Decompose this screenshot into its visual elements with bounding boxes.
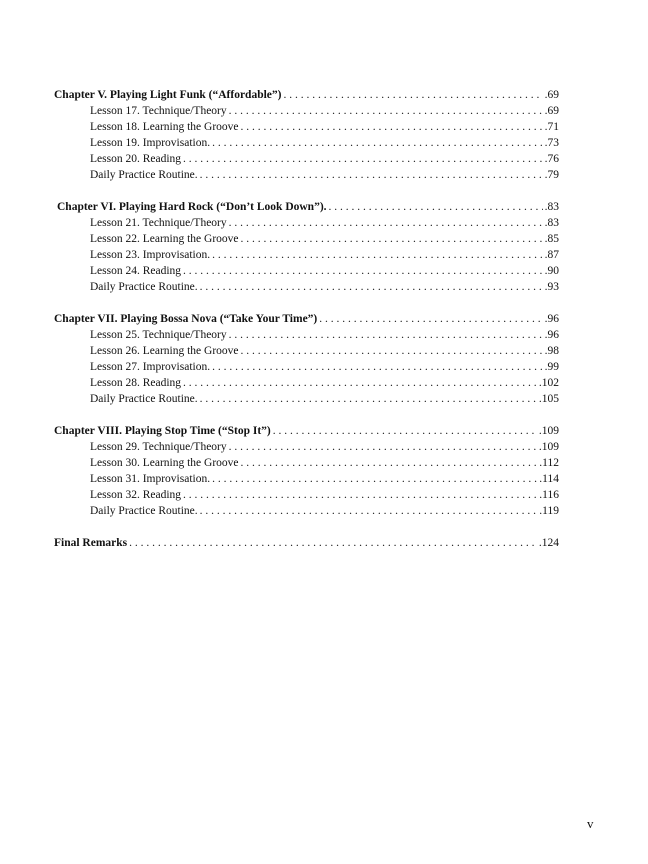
- dot-leader: [183, 263, 543, 279]
- lesson-title: Daily Practice Routine.: [90, 393, 198, 405]
- chapter-heading: [54, 199, 559, 215]
- lesson-entry: [54, 359, 559, 375]
- lesson-title: Lesson 24. Reading: [90, 265, 182, 277]
- lesson-entry: [54, 231, 559, 247]
- lesson-entry: [54, 455, 559, 471]
- lesson-title: Lesson 32. Reading: [90, 489, 182, 501]
- lesson-title: Daily Practice Routine.: [90, 505, 198, 517]
- lesson-entry: [54, 119, 559, 135]
- lesson-title: Daily Practice Routine.: [90, 281, 198, 293]
- lesson-title: Lesson 26. Learning the Groove: [90, 345, 239, 357]
- lesson-entry: [54, 487, 559, 503]
- chapter-section: [54, 311, 559, 407]
- lesson-entry: [54, 215, 559, 231]
- lesson-page: .96: [544, 329, 559, 341]
- dot-leader: [183, 151, 543, 167]
- lesson-entry: [54, 151, 559, 167]
- dot-leader: [273, 423, 537, 439]
- lesson-page: .98: [544, 345, 559, 357]
- lesson-entry: [54, 343, 559, 359]
- dot-leader: [183, 375, 537, 391]
- dot-leader: [229, 327, 543, 343]
- final-remarks-page: .124: [538, 537, 559, 549]
- lesson-entry: [54, 439, 559, 455]
- lesson-entry: [54, 503, 559, 519]
- lesson-title: Lesson 31. Improvisation.: [90, 473, 211, 485]
- dot-leader: [229, 215, 543, 231]
- lesson-entry: [54, 247, 559, 263]
- lesson-page: .102: [538, 377, 559, 389]
- lesson-title: Lesson 17. Technique/Theory: [90, 105, 227, 117]
- dot-leader: [129, 535, 537, 551]
- lesson-page: .73: [544, 137, 559, 149]
- lesson-title: Daily Practice Routine.: [90, 169, 198, 181]
- lesson-title: Lesson 30. Learning the Groove: [90, 457, 239, 469]
- lesson-entry: [54, 391, 559, 407]
- chapter-section: [54, 423, 559, 519]
- chapter-section: [54, 87, 559, 183]
- lesson-page: .93: [544, 281, 559, 293]
- dot-leader: [200, 391, 537, 407]
- final-remarks-title: Final Remarks: [54, 537, 128, 549]
- chapter-title: Chapter VII. Playing Bossa Nova (“Take Your Time”): [54, 313, 318, 325]
- dot-leader: [241, 343, 543, 359]
- dot-leader: [319, 311, 542, 327]
- lesson-entry: [54, 327, 559, 343]
- chapter-heading: [54, 423, 559, 439]
- dot-leader: [229, 439, 537, 455]
- lesson-page: .90: [544, 265, 559, 277]
- lesson-page: .87: [544, 249, 559, 261]
- lesson-page: .114: [539, 473, 559, 485]
- lesson-title: Lesson 18. Learning the Groove: [90, 121, 239, 133]
- lesson-entry: [54, 103, 559, 119]
- lesson-page: .71: [544, 121, 559, 133]
- lesson-entry: [54, 263, 559, 279]
- dot-leader: [200, 167, 543, 183]
- lesson-entry: [54, 375, 559, 391]
- chapter-title: Chapter VIII. Playing Stop Time (“Stop It”): [54, 425, 271, 437]
- lesson-entry: [54, 167, 559, 183]
- chapter-title: Chapter V. Playing Light Funk (“Affordable”): [54, 89, 282, 101]
- lesson-title: Lesson 25. Technique/Theory: [90, 329, 227, 341]
- dot-leader: [183, 487, 537, 503]
- dot-leader: [212, 359, 543, 375]
- chapter-section: [54, 199, 559, 295]
- lesson-title: Lesson 23. Improvisation.: [90, 249, 211, 261]
- lesson-page: .116: [539, 489, 559, 501]
- dot-leader: [212, 247, 543, 263]
- lesson-page: .99: [544, 361, 559, 373]
- lesson-page: .83: [544, 217, 559, 229]
- lesson-entry: [54, 135, 559, 151]
- dot-leader: [241, 231, 543, 247]
- lesson-entry: [54, 279, 559, 295]
- lesson-page: .76: [544, 153, 559, 165]
- dot-leader: [241, 119, 543, 135]
- lesson-page: .69: [544, 105, 559, 117]
- chapter-heading: [54, 311, 559, 327]
- final-remarks-heading: [54, 535, 559, 551]
- chapter-title: Chapter VI. Playing Hard Rock (“Don’t Look Down”).: [57, 201, 327, 213]
- final-section: [54, 535, 559, 551]
- lesson-page: .105: [538, 393, 559, 405]
- dot-leader: [329, 199, 543, 215]
- dot-leader: [229, 103, 543, 119]
- lesson-title: Lesson 21. Technique/Theory: [90, 217, 227, 229]
- lesson-title: Lesson 28. Reading: [90, 377, 182, 389]
- chapter-page: .96: [544, 313, 559, 325]
- lesson-title: Lesson 19. Improvisation.: [90, 137, 211, 149]
- chapter-page: .83: [544, 201, 559, 213]
- dot-leader: [212, 135, 543, 151]
- lesson-page: .79: [544, 169, 559, 181]
- lesson-entry: [54, 471, 559, 487]
- dot-leader: [200, 503, 538, 519]
- lesson-title: Lesson 22. Learning the Groove: [90, 233, 239, 245]
- lesson-title: Lesson 29. Technique/Theory: [90, 441, 227, 453]
- lesson-title: Lesson 20. Reading: [90, 153, 182, 165]
- page-number: v: [587, 816, 594, 831]
- lesson-title: Lesson 27. Improvisation.: [90, 361, 211, 373]
- dot-leader: [283, 87, 542, 103]
- chapter-page: .69: [544, 89, 559, 101]
- lesson-page: .112: [539, 457, 559, 469]
- chapter-page: .109: [538, 425, 559, 437]
- lesson-page: .109: [538, 441, 559, 453]
- dot-leader: [241, 455, 538, 471]
- dot-leader: [200, 279, 543, 295]
- lesson-page: .85: [544, 233, 559, 245]
- lesson-page: .119: [539, 505, 559, 517]
- table-of-contents: [54, 87, 559, 567]
- chapter-heading: [54, 87, 559, 103]
- dot-leader: [212, 471, 537, 487]
